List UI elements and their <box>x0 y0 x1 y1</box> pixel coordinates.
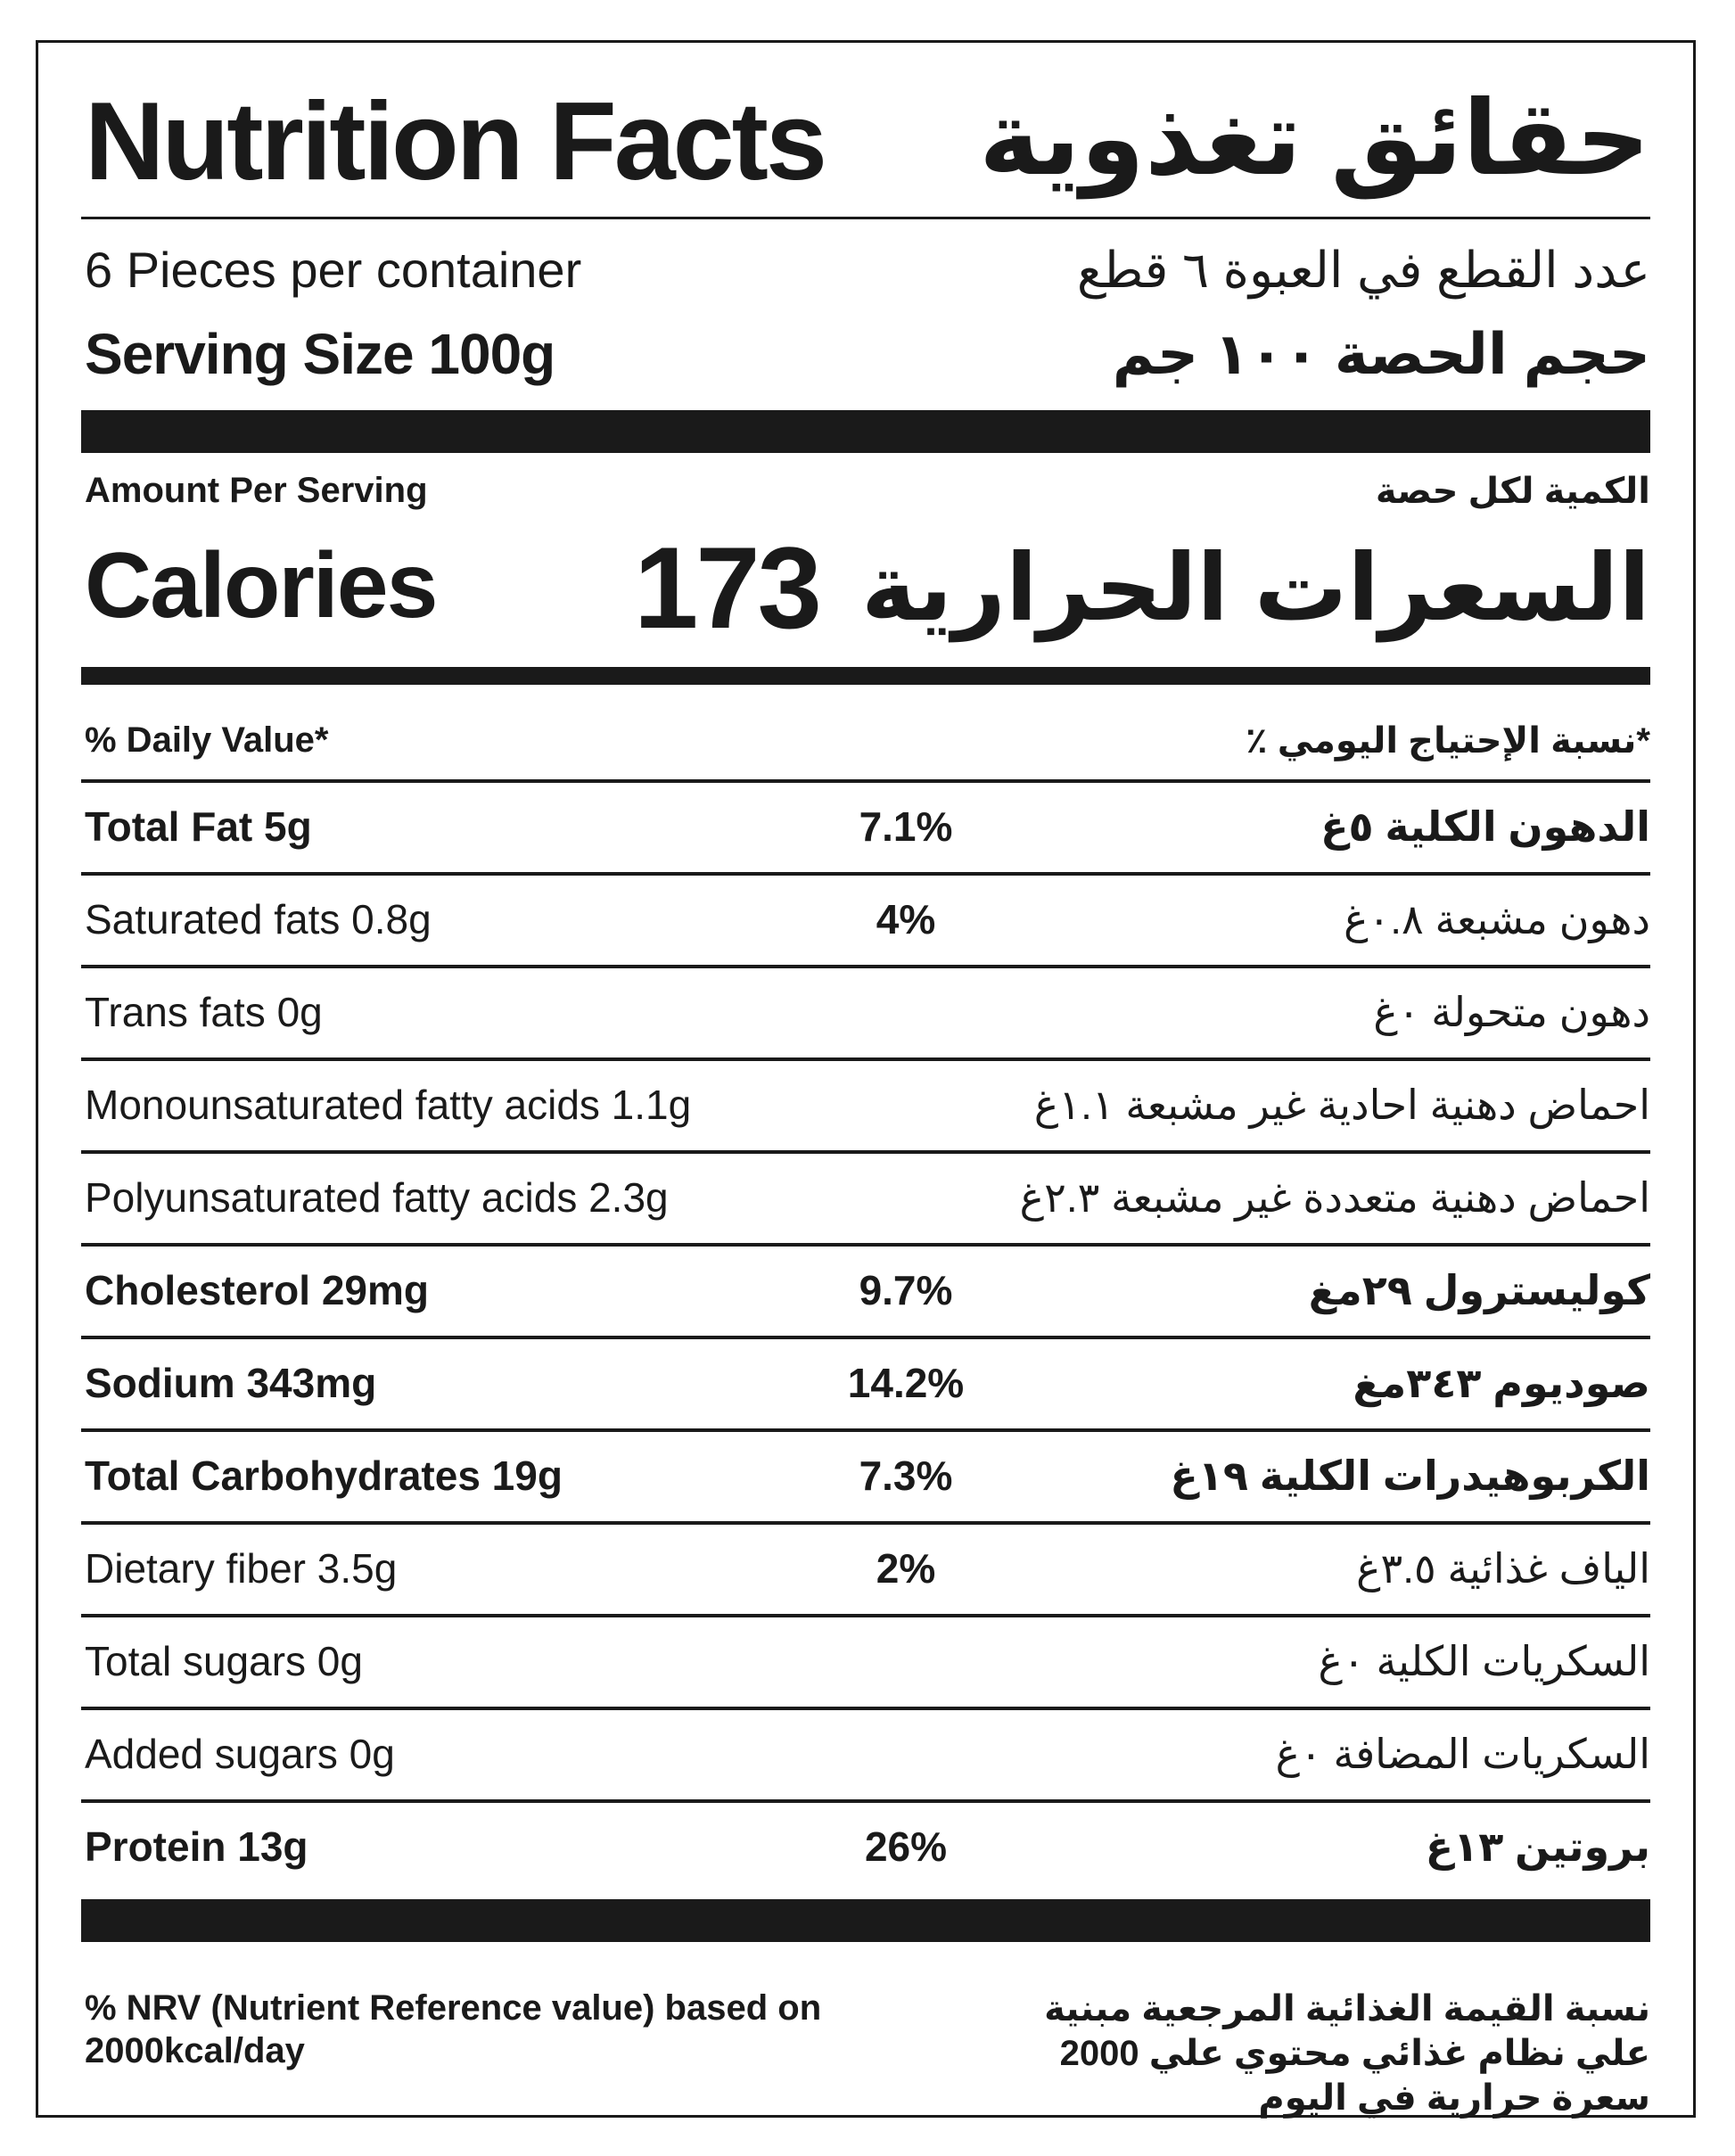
nutrition-label <box>36 40 1696 2118</box>
footnote-ar: نسبة القيمة الغذائية المرجعية مبنية علي نظام غذائي محتوي علي 2000 سعرة حرارية في اليوم <box>1044 1989 1650 2118</box>
nutrient-name-en: Total Fat 5g <box>85 803 312 850</box>
nutrient-name-ar: احماض دهنية احادية غير مشبعة ١.١غ <box>1033 1082 1650 1128</box>
calories-row <box>81 515 1650 658</box>
nutrient-name-en: Polyunsaturated fatty acids 2.3g <box>85 1174 669 1221</box>
nutrient-row-total-carbohydrates <box>81 1432 1650 1525</box>
nutrient-percent: 26% <box>864 1823 948 1870</box>
nutrient-name-en: Total Carbohydrates 19g <box>85 1452 563 1499</box>
nutrient-name-en: Dietary fiber 3.5g <box>85 1545 398 1592</box>
amount-per-serving-row <box>81 471 1650 517</box>
nutrient-row-added-sugars <box>81 1710 1650 1803</box>
nutrient-name-ar: الدهون الكلية ٥غ <box>1320 803 1650 850</box>
nutrient-row-cholesterol <box>81 1247 1650 1339</box>
nutrient-name-ar: السكريات الكلية ٠غ <box>1318 1638 1650 1684</box>
nutrient-name-en: Trans fats 0g <box>85 989 323 1035</box>
calories-value: 173 <box>634 523 819 653</box>
nutrient-percent: 4% <box>876 896 936 942</box>
nutrient-name-ar: صوديوم ٣٤٣مغ <box>1353 1360 1650 1406</box>
nutrient-percent: 7.1% <box>859 803 953 850</box>
nutrient-name-en: Total sugars 0g <box>85 1638 363 1684</box>
nutrient-row-saturated-fats <box>81 876 1650 968</box>
serving-size-row <box>81 321 1650 392</box>
servings-per-container-en: 6 Pieces per container <box>85 242 582 298</box>
nutrient-row-trans-fats <box>81 968 1650 1061</box>
nutrient-row-total-sugars <box>81 1617 1650 1710</box>
serving-size-en: Serving Size 100g <box>85 322 555 386</box>
nutrient-percent: 9.7% <box>859 1267 953 1313</box>
nutrient-percent: 2% <box>876 1545 936 1592</box>
nutrient-name-ar: دهون متحولة ٠غ <box>1373 989 1650 1035</box>
nutrient-row-protein <box>81 1803 1650 1896</box>
nutrient-name-ar: احماض دهنية متعددة غير مشبعة ٢.٣غ <box>1019 1174 1650 1221</box>
nutrient-name-en: Cholesterol 29mg <box>85 1267 429 1313</box>
calories-label-en: Calories <box>85 534 437 638</box>
daily-value-header <box>81 685 1650 783</box>
daily-value-header-ar: *نسبة الإحتياج اليومي ٪ <box>1246 721 1650 761</box>
footnote-row <box>81 1987 1650 2118</box>
calories-label-ar: السعرات الحرارية <box>861 537 1650 640</box>
nutrient-name-ar: دهون مشبعة ٠.٨غ <box>1344 896 1650 942</box>
thick-divider-1 <box>81 410 1650 453</box>
nutrient-name-en: Monounsaturated fatty acids 1.1g <box>85 1082 692 1128</box>
nutrient-name-ar: بروتين ١٣غ <box>1425 1823 1650 1870</box>
nutrient-row-total-fat <box>81 783 1650 876</box>
servings-per-container-row <box>81 241 1650 303</box>
nutrient-name-en: Saturated fats 0.8g <box>85 896 432 942</box>
nutrient-name-en: Added sugars 0g <box>85 1731 395 1777</box>
footnote-en: % NRV (Nutrient Reference value) based on 2000kcal/day <box>85 1988 822 2070</box>
amount-per-serving-en: Amount Per Serving <box>85 471 428 510</box>
nutrient-name-en: Protein 13g <box>85 1823 308 1870</box>
title-ar: حقائق تغذوية <box>978 80 1650 196</box>
amount-per-serving-ar: الكمية لكل حصة <box>1375 472 1650 511</box>
daily-value-header-en: % Daily Value* <box>85 720 329 760</box>
nutrient-name-ar: الياف غذائية ٣.٥غ <box>1356 1545 1650 1592</box>
title-en: Nutrition Facts <box>85 80 825 203</box>
nutrient-name-ar: السكريات المضافة ٠غ <box>1275 1731 1650 1777</box>
title-row <box>81 78 1650 203</box>
nutrient-percent: 7.3% <box>859 1452 953 1499</box>
nutrient-name-ar: كوليسترول ٢٩مغ <box>1308 1267 1650 1313</box>
thick-divider-3 <box>81 1899 1650 1942</box>
nutrient-row-polyunsaturated <box>81 1154 1650 1247</box>
nutrient-name-ar: الكربوهيدرات الكلية ١٩غ <box>1170 1452 1650 1499</box>
nutrient-row-monounsaturated <box>81 1061 1650 1154</box>
nutrient-row-sodium <box>81 1339 1650 1432</box>
nutrient-name-en: Sodium 343mg <box>85 1360 377 1406</box>
title-divider <box>81 217 1650 219</box>
serving-size-ar: حجم الحصة ١٠٠ جم <box>1112 322 1650 386</box>
servings-per-container-ar: عدد القطع في العبوة ٦ قطع <box>1076 242 1650 298</box>
nutrient-percent: 14.2% <box>847 1360 965 1406</box>
nutrient-row-dietary-fiber <box>81 1525 1650 1617</box>
thick-divider-2 <box>81 667 1650 685</box>
